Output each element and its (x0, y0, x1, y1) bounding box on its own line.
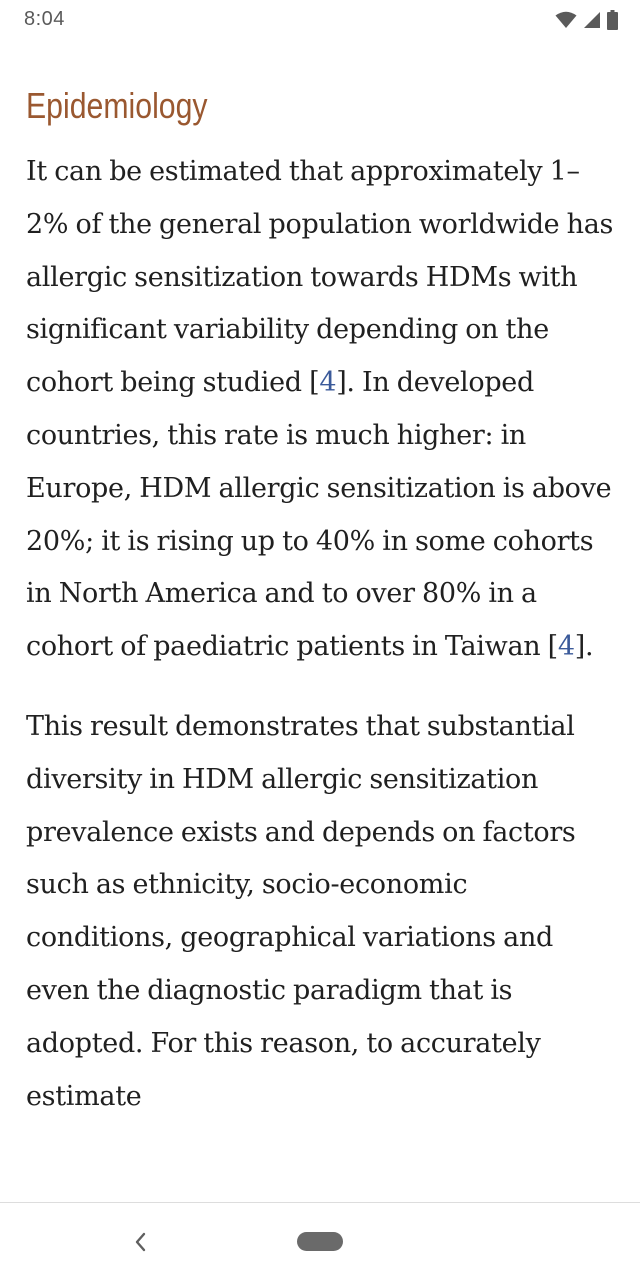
status-time: 8:04 (24, 8, 65, 30)
paragraph-1-text-a: It can be estimated that approximately 1–2% of the general population worldwide has allergic sensitization towards HDMs with significant variability depending on the cohort being studied [ (26, 156, 614, 399)
paragraph-1 (26, 146, 616, 674)
article-content (26, 70, 616, 1200)
status-bar (0, 0, 640, 40)
cell-signal-icon (583, 11, 601, 29)
paragraph-1-text-c: ]. (574, 631, 594, 663)
paragraph-1-text-b: ]. In developed countries, this rate is much higher: in Europe, HDM allergic sensitization is above 20%; it is rising up to 40% in some cohorts in North America and to over 80% in a cohort of paediatric patients in Taiwan [ (26, 367, 612, 663)
wifi-icon (555, 11, 577, 29)
back-icon[interactable] (128, 1229, 152, 1255)
section-heading: Epidemiology (26, 85, 208, 126)
home-pill[interactable] (297, 1232, 343, 1251)
battery-icon (607, 10, 618, 30)
navigation-bar (0, 1202, 640, 1280)
citation-link[interactable]: 4 (319, 367, 337, 399)
status-icons (555, 10, 618, 30)
paragraph-2: This result demonstrates that substantial diversity in HDM allergic sensitization prevalence exists and depends on factors such as ethnicity, socio-economic conditions, geographical variations and even the diagnostic paradigm that is adopted. For this reason, to accurately estimate (26, 710, 576, 1112)
citation-link[interactable]: 4 (557, 631, 575, 663)
